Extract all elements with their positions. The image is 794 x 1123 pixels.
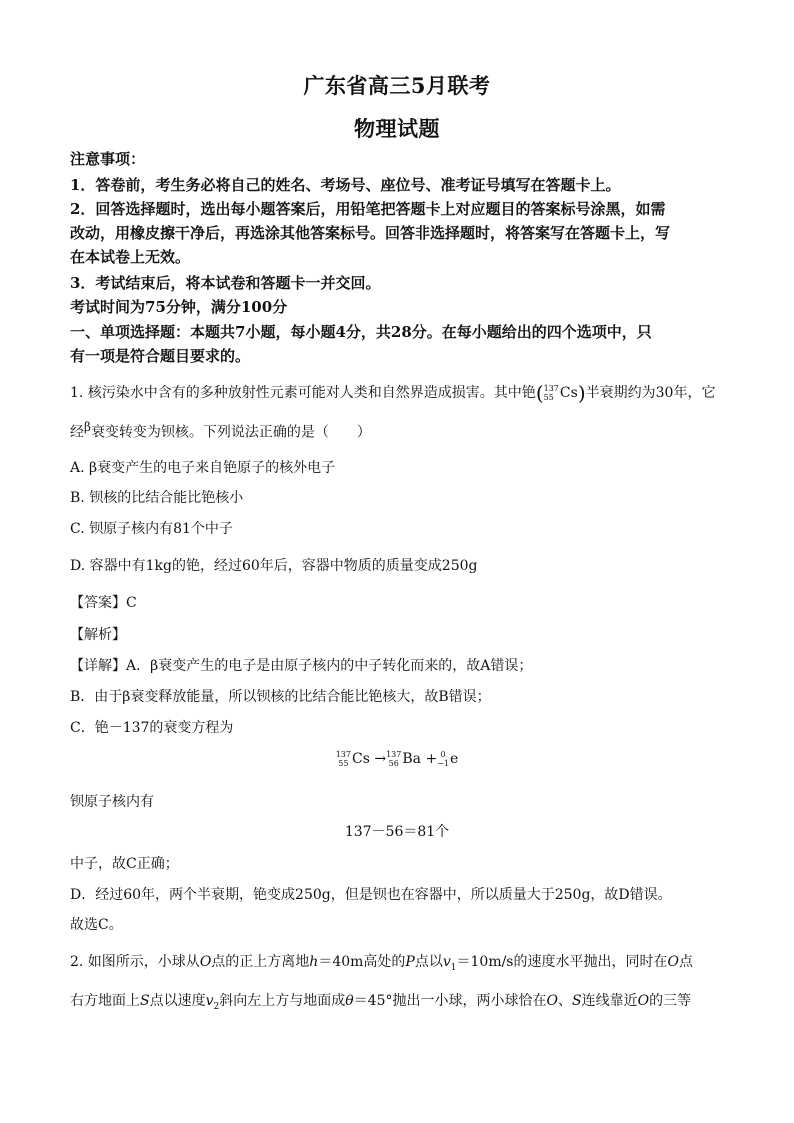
q1-option-c: C. 钡原子核内有81个中子	[70, 521, 233, 537]
notes-item-2b: 改动，用橡皮擦干净后，再选涂其他答案标号。回答非选择题时，将答案写在答题卡上，写	[70, 224, 671, 242]
q1-detail-1: 【详解】A．β衰变产生的电子是由原子核内的中子转化而来的，故A错误；	[70, 658, 533, 674]
notes-item-2c: 在本试卷上无效。	[70, 248, 191, 266]
section1-heading-b: 有一项是符合题目要求的。	[70, 347, 251, 365]
q1-detail-7: 故选C。	[70, 917, 123, 933]
q2-stem-line2: 右方地面上S点以速度$v_2$斜向左上方与地面成θ＝45°抛出一小球，两小球恰在O、S连线靠近O的三等	[70, 993, 692, 1012]
beta-symbol: β	[84, 420, 91, 434]
q1-option-a: A. β衰变产生的电子来自铯原子的核外电子	[70, 460, 336, 476]
q1-analysis-label: 【解析】	[70, 627, 126, 643]
exam-subject: 物理试题	[354, 116, 440, 141]
q1-detail-6: D．经过60年，两个半衰期，铯变成250g，但是钡也在容器中，所以质量大于250g，故D错误。	[70, 887, 672, 903]
q1-option-b: B. 钡核的比结合能比铯核小	[70, 490, 244, 506]
q1-stem-line2: 经β衰变转变为钡核。下列说法正确的是（ ）	[70, 420, 371, 441]
notes-item-1: 1．答卷前，考生务必将自己的姓名、考场号、座位号、准考证号填写在答题卡上。	[70, 176, 621, 194]
q1-detail-3: C．铯－137的衰变方程为	[70, 720, 234, 736]
q1-stem-line1: 1. 核污染水中含有的多种放射性元素可能对人类和自然界造成损害。其中铯( 137 55 Cs)半衰期约为30年，它	[70, 381, 716, 405]
notes-item-2a: 2．回答选择题时，选出每小题答案后，用铅笔把答题卡上对应题目的答案标号涂黑，如需	[70, 200, 666, 218]
q2-stem-line1: 2. 如图所示，小球从O点的正上方离地h＝40m高处的P点以$v_1=10m/s$的速度水平抛出，同时在O点	[70, 954, 693, 973]
q1-detail-5: 中子，故C正确；	[70, 856, 179, 872]
cs-nuclide: 137 55	[543, 384, 559, 402]
q1-detail-2: B．由于β衰变释放能量，所以钡核的比结合能比铯核大，故B错误；	[70, 689, 491, 705]
q1-option-d: D. 容器中有1kg的铯，经过60年后，容器中物质的质量变成250g	[70, 558, 478, 574]
q1-answer: 【答案】C	[70, 595, 137, 611]
q1-neutron-equation: 137－56＝81个	[344, 824, 450, 840]
exam-title: 广东省高三5月联考	[303, 73, 491, 98]
notes-heading: 注意事项：	[70, 150, 146, 168]
exam-time: 考试时间为75分钟，满分100分	[70, 298, 288, 316]
q1-decay-equation: 137 55 Cs → 137 56 Ba + 0 −1 e	[335, 750, 459, 768]
section1-heading-a: 一、单项选择题：本题共7小题，每小题4分，共28分。在每小题给出的四个选项中，只	[70, 323, 652, 341]
q1-detail-4: 钡原子核内有	[70, 794, 154, 810]
notes-item-3: 3．考试结束后，将本试卷和答题卡一并交回。	[70, 274, 381, 292]
